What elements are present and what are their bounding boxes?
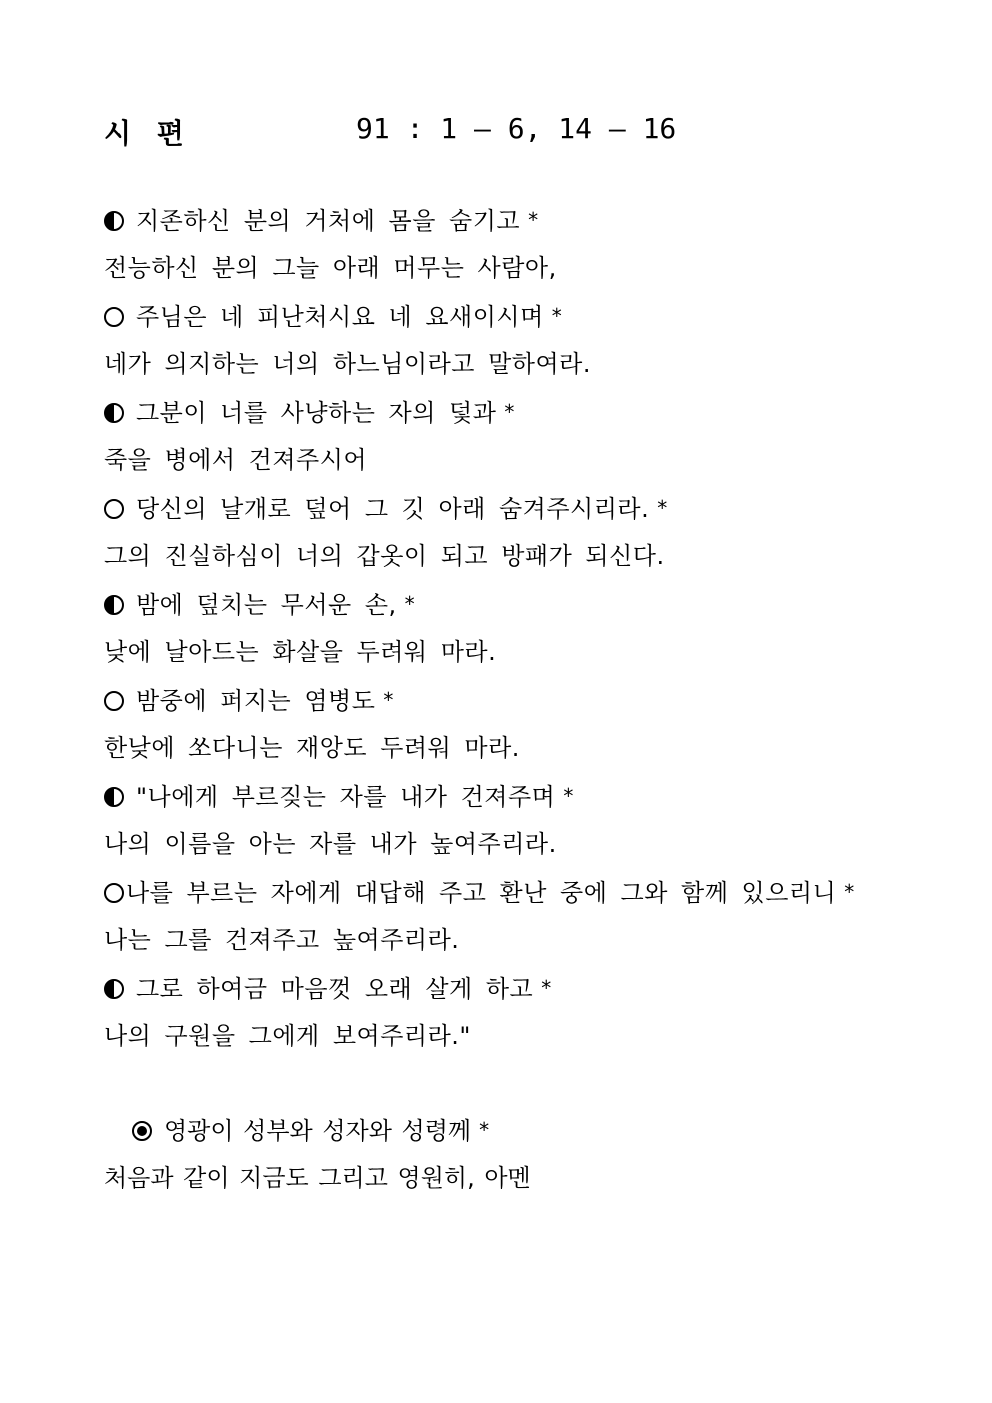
verse-line	[104, 726, 904, 774]
verse-text: 그의 진실하심이 너의 갑옷이 되고 방패가 되신다.	[104, 542, 665, 570]
open-circle-icon	[104, 307, 124, 327]
verse-line	[104, 582, 904, 630]
refrain-asterisk: *	[563, 784, 574, 808]
verse-text: 지존하신 분의 거처에 몸을 숨기고	[136, 207, 521, 235]
verse-line	[104, 246, 904, 294]
half-filled-circle-icon	[104, 403, 124, 423]
half-filled-circle-icon	[104, 595, 124, 615]
doxology	[104, 1108, 904, 1204]
verse-text: 밤중에 퍼지는 염병도	[136, 687, 376, 715]
refrain-asterisk: *	[657, 496, 668, 520]
verse-line	[104, 678, 904, 726]
verse-line	[104, 966, 904, 1014]
verse-line	[104, 342, 904, 390]
verse-line	[104, 486, 904, 534]
verse-text: 주님은 네 피난처시요 네 요새이시며	[136, 303, 544, 331]
half-filled-circle-icon	[104, 211, 124, 231]
verse-text: 나의 이름을 아는 자를 내가 높여주리라.	[104, 830, 557, 858]
open-circle-icon	[104, 499, 124, 519]
verse-line	[104, 438, 904, 486]
refrain-asterisk: *	[479, 1118, 490, 1142]
verse-text: 나의 구원을 그에게 보여주리라."	[104, 1022, 471, 1050]
refrain-asterisk: *	[844, 880, 855, 904]
verse-text: 밤에 덮치는 무서운 손,	[136, 591, 397, 619]
verse-text: 나는 그를 건져주고 높여주리라.	[104, 926, 460, 954]
refrain-asterisk: *	[551, 304, 563, 328]
verse-line	[104, 1156, 904, 1204]
verse-text: 낮에 날아드는 화살을 두려워 마라.	[104, 638, 497, 666]
verse-text: 죽을 병에서 건져주시어	[104, 446, 368, 474]
verse-line	[104, 1108, 904, 1156]
verse-line	[104, 294, 904, 342]
refrain-asterisk: *	[404, 592, 416, 616]
verse-line	[104, 822, 904, 870]
verse-text: 나를 부르는 자에게 대답해 주고 환난 중에 그와 함께 있으리니	[126, 879, 837, 907]
refrain-asterisk: *	[383, 688, 394, 712]
verse-text: 네가 의지하는 너의 하느님이라고 말하여라.	[104, 350, 591, 378]
verse-line	[104, 630, 904, 678]
verse-line	[104, 198, 904, 246]
verse-line	[104, 774, 904, 822]
psalm-header	[104, 112, 864, 156]
book-title: 시 편	[104, 117, 192, 150]
refrain-asterisk: *	[504, 400, 515, 424]
verse-reference: 91 : 1 – 6, 14 – 16	[356, 112, 677, 145]
half-filled-circle-icon	[104, 979, 124, 999]
verse-text: 처음과 같이 지금도 그리고 영원히, 아멘	[104, 1164, 531, 1192]
verse-text: 한낮에 쏘다니는 재앙도 두려워 마라.	[104, 734, 520, 762]
verse-text: 그분이 너를 사냥하는 자의 덫과	[136, 399, 497, 427]
open-circle-icon	[104, 883, 124, 903]
dotted-circle-icon	[132, 1121, 152, 1141]
verse-text: 영광이 성부와 성자와 성령께	[164, 1117, 472, 1145]
open-circle-icon	[104, 691, 124, 711]
verse-line	[104, 870, 904, 918]
verse-text: 그로 하여금 마음껏 오래 살게 하고	[136, 975, 534, 1003]
refrain-asterisk: *	[541, 976, 552, 1000]
verse-text: 당신의 날개로 덮어 그 깃 아래 숨겨주시리라.	[136, 495, 650, 523]
verse-text: 전능하신 분의 그늘 아래 머무는 사람아,	[104, 254, 557, 282]
verse-text: "나에게 부르짖는 자를 내가 건져주며	[136, 783, 556, 811]
verse-line	[104, 918, 904, 966]
verse-line	[104, 1014, 904, 1062]
half-filled-circle-icon	[104, 787, 124, 807]
refrain-asterisk: *	[528, 208, 539, 232]
verse-list	[104, 198, 904, 1062]
verse-line	[104, 534, 904, 582]
verse-line	[104, 390, 904, 438]
